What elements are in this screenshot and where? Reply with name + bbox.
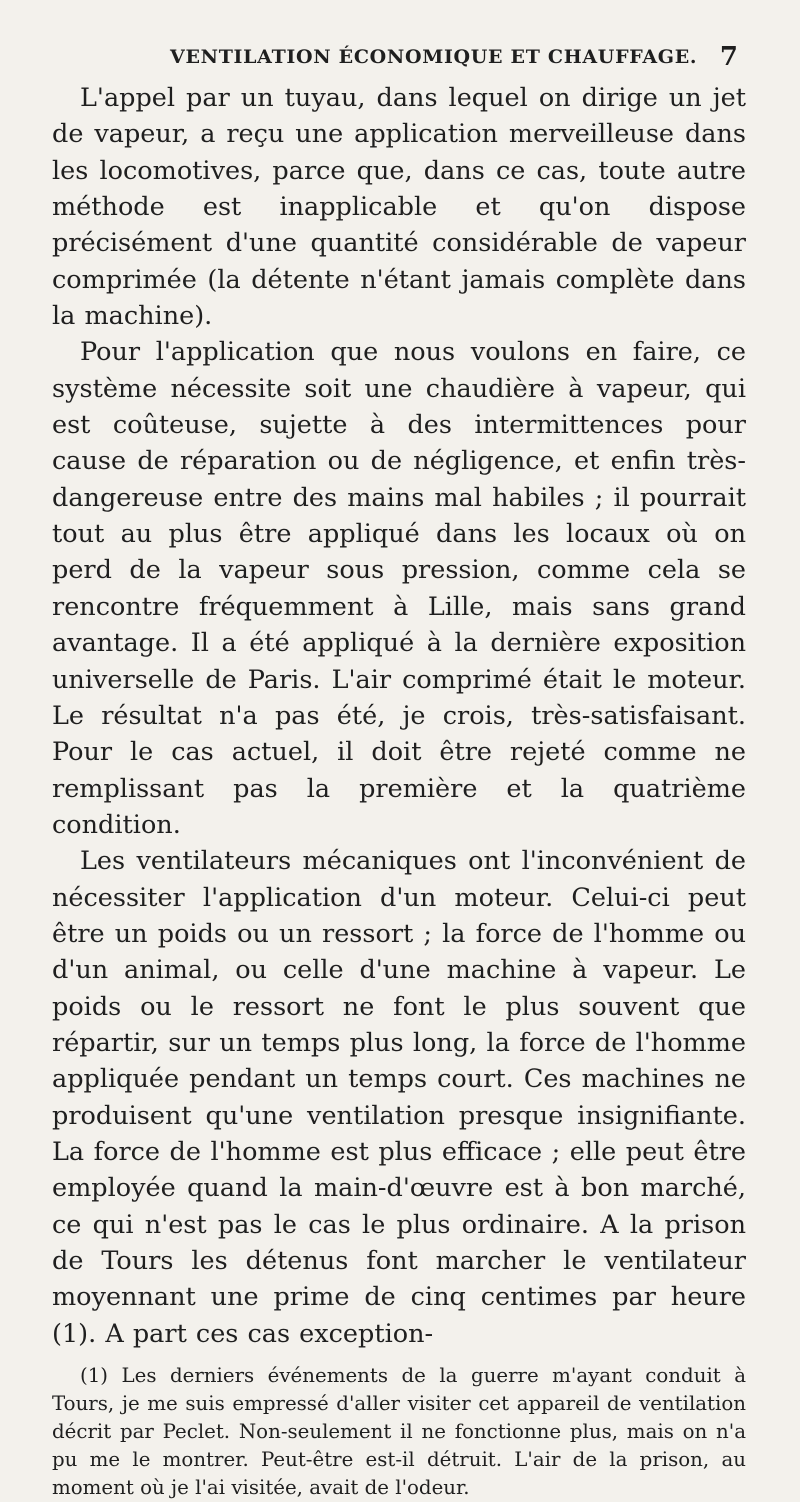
footnote: (1) Les derniers événements de la guerre m'ayant conduit à Tours, je me suis empressé d'aller visiter cet appareil de ventilation décrit par Peclet. Non-seulement il ne fonctionne plus, mais on n'a pu me le montrer. Peut-être est-il détruit. L'air de la prison, au moment où je l'ai visitée, avait de l'odeur. — [52, 1364, 746, 1500]
running-header — [52, 38, 746, 80]
page-number: 7 — [719, 42, 738, 72]
paragraph-application: Pour l'application que nous voulons en faire, ce système nécessite soit une chaudière à vapeur, qui est coûteuse, sujette à des intermittences pour cause de réparation ou de négligence, et enfin très-dangereuse entre des mains mal habiles ; il pourrait tout au plus être appliqué dans les locaux où on perd de la vapeur sous pression, comme cela se rencontre fréquemment à Lille, mais sans grand avantage. Il a été appliqué à la dernière exposition universelle de Paris. L'air comprimé était le moteur. Le résultat n'a pas été, je crois, très-satisfaisant. Pour le cas actuel, il doit être rejeté comme ne remplissant pas la première et la quatrième condition. — [52, 337, 746, 840]
paragraph-steam-jet: L'appel par un tuyau, dans lequel on dirige un jet de vapeur, a reçu une application merveilleuse dans les locomotives, parce que, dans ce cas, toute autre méthode est inapplicable et qu'on dispose précisément d'une quantité considérable de vapeur comprimée (la détente n'étant jamais complète dans la machine). — [52, 83, 746, 332]
paragraph-mechanical-ventilators: Les ventilateurs mécaniques ont l'inconvénient de nécessiter l'application d'un moteur. Celui-ci peut être un poids ou un ressort ; la force de l'homme ou d'un animal, ou celle d'une machine à vapeur. Le poids ou le ressort ne font le plus souvent que répartir, sur un temps plus long, la force de l'homme appliquée pendant un temps court. Ces machines ne produisent qu'une ventilation presque insignifiante. La force de l'homme est plus efficace ; elle peut être employée quand la main-d'œuvre est à bon marché, ce qui n'est pas le cas le plus ordinaire. A la prison de Tours les détenus font marcher le ventilateur moyennant une prime de cinq centimes par heure (1). A part ces cas exception- — [52, 846, 746, 1349]
running-title: VENTILATION ÉCONOMIQUE ET CHAUFFAGE. — [170, 46, 698, 68]
body-text — [52, 80, 746, 1352]
